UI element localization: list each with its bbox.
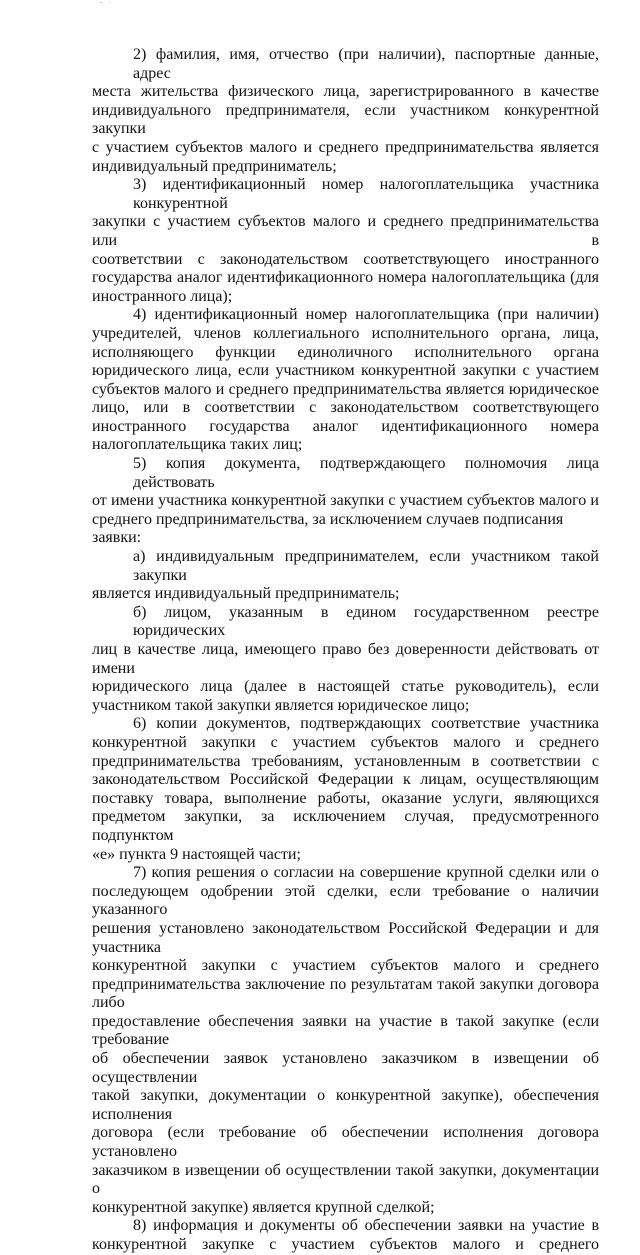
text-line: 8) информация и документы об обеспечении заявки на участие в [133,1217,599,1235]
text-line: конкурентной закупке с участием субъектов малого и среднего [92,1236,599,1253]
text-line: лицо, или в соответствии с законодательством соответствующего [92,399,599,417]
paragraph-item-6 [92,715,599,864]
text-line: места жительства физического лица, зарегистрированного в качестве [92,83,599,101]
text-line: конкурентной закупки с участием субъектов малого и среднего [92,733,599,751]
text-line: 6) копии документов, подтверждающих соответствие участника [133,715,599,733]
text-line: закупки с участием субъектов малого и среднего предпринимательства или в [92,213,599,249]
paragraph-item-5a [92,548,599,604]
text-line: исполняющего функции единоличного исполнительного органа [92,343,599,361]
text-line: юридического лица (далее в настоящей статье руководитель), если [92,678,599,696]
text-line: «е» пункта 9 настоящей части; [92,845,301,863]
scan-speck [109,2,110,3]
text-line: законодательством Российской Федерации к лицам, осуществляющим [92,771,599,789]
text-line: индивидуального предпринимателя, если участником конкурентной закупки [92,101,599,138]
text-line: заказчиком в извещении об осуществлении такой закупки, документации о [92,1161,599,1198]
text-line: поставку товара, выполнение работы, оказание услуги, являющихся [92,789,599,807]
text-line: 3) идентификационный номер налогоплательщика участника конкурентной [133,176,599,212]
text-line: 2) фамилия, имя, отчество (при наличии), паспортные данные, адрес [133,46,599,82]
text-line: индивидуальный предприниматель; [92,157,337,175]
text-line: договора (если требование об обеспечении исполнения договора установлено [92,1124,599,1161]
text-line: является индивидуальный предприниматель; [92,585,400,603]
text-line: субъектов малого и среднего предпринимательства является юридическое [92,380,599,398]
text-line: конкурентной закупке) является крупной сделкой; [92,1198,435,1216]
text-line: соответствии с законодательством соответствующего иностранного [92,250,599,268]
text-line: предоставление обеспечения заявки на участие в такой закупке (если требование [92,1012,599,1049]
paragraph-item-8 [92,1217,599,1254]
text-line: последующем одобрении этой сделки, если требование о наличии указанного [92,882,599,919]
text-line: предпринимательства требованиям, установленным в соответствии с [92,752,599,770]
text-line: такой закупки, документации о конкурентной закупке), обеспечения исполнения [92,1087,599,1123]
text-line: налогоплательщика таких лиц; [92,436,303,454]
text-line: 5) копия документа, подтверждающего полномочия лица действовать [133,455,599,491]
text-line: среднего предпринимательства, за исключением случаев подписания заявки: [92,510,564,547]
text-line: 4) идентификационный номер налогоплательщика (при наличии) [133,306,599,324]
text-line: предметом закупки, за исключением случая, предусмотренного подпунктом [92,808,599,844]
text-line: иностранного государства аналог идентификационного номера [92,417,599,435]
scan-speck [100,2,102,3]
text-line: юридического лица, если участником конкурентной закупки с участием [92,362,599,380]
text-line: предпринимательства заключение по результатам такой закупки договора либо [92,975,599,1012]
text-line: лиц в качестве лица, имеющего право без доверенности действовать от имени [92,641,599,677]
text-line: 7) копия решения о согласии на совершение крупной сделки или о [133,864,599,882]
paragraph-item-5b [92,604,599,716]
text-line: конкурентной закупки с участием субъектов малого и среднего [92,957,599,975]
text-line: учредителей, членов коллегиального исполнительного органа, лица, [92,324,599,342]
text-line: с участием субъектов малого и среднего предпринимательства является [92,138,599,156]
text-line: участником такой закупки является юридическое лицо; [92,696,470,714]
text-line: б) лицом, указанным в едином государственном реестре юридических [133,603,599,640]
paragraph-item-3 [92,176,599,306]
text-line: решения установлено законодательством Российской Федерации и для участника [92,919,599,956]
paragraph-item-2 [92,46,599,176]
text-line: об обеспечении заявок установлено заказчиком в извещении об осуществлении [92,1050,599,1086]
text-line: а) индивидуальным предпринимателем, если участником такой закупки [133,548,599,584]
text-line: от имени участника конкурентной закупки с участием субъектов малого и [92,492,599,510]
text-line: государства аналог идентификационного номера налогоплательщика (для [92,269,599,287]
paragraph-item-5 [92,455,599,548]
paragraph-item-4 [92,306,599,455]
document-page [92,46,599,1255]
paragraph-item-7 [92,864,599,1217]
text-line: иностранного лица); [92,287,233,305]
